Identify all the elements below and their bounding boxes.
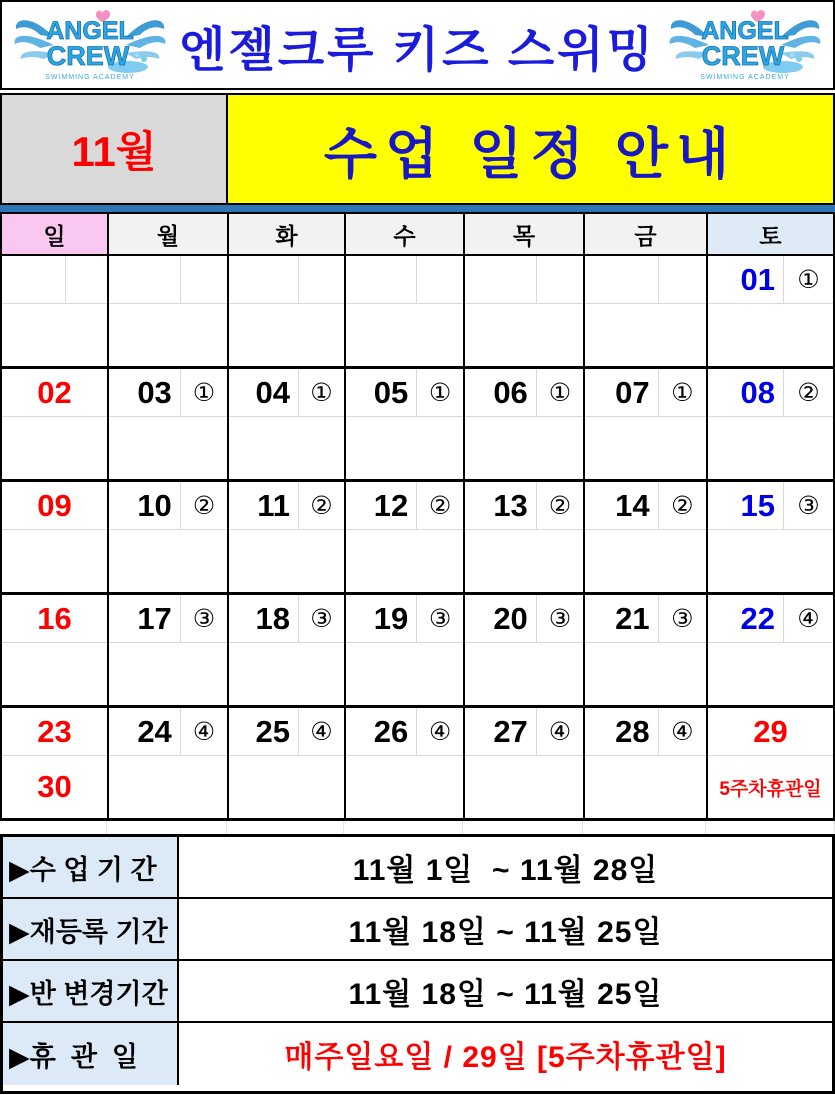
cell-note-area <box>109 756 227 818</box>
calendar-cell <box>708 595 833 705</box>
date-label <box>585 256 658 303</box>
class-week-badge: ① <box>416 369 463 416</box>
info-row-label: ▶재등록 기간 <box>3 899 179 959</box>
calendar-cell <box>229 369 346 479</box>
class-week-badge: ③ <box>783 482 833 529</box>
date-label <box>2 256 65 303</box>
class-week-badge: ① <box>783 256 833 303</box>
cell-note-area <box>708 304 833 366</box>
date-label <box>465 256 536 303</box>
day-header-sat: 토 <box>708 214 833 254</box>
class-week-badge: ② <box>298 482 344 529</box>
calendar-cell <box>346 369 465 479</box>
class-week-badge: ② <box>783 369 833 416</box>
cell-note-area <box>2 643 107 705</box>
class-week-badge: ④ <box>180 708 227 755</box>
date-label <box>109 256 180 303</box>
calendar-cell <box>708 708 833 818</box>
calendar-cell <box>2 369 109 479</box>
date-label: 01 <box>740 261 775 297</box>
cell-note-area <box>2 530 107 592</box>
date-label: 20 <box>493 600 528 636</box>
logo-tagline: SWIMMING ACADEMY <box>45 74 135 81</box>
calendar-cell <box>465 708 585 818</box>
info-row-value: 매주일요일 / 29일 [5주차휴관일] <box>284 1041 727 1074</box>
logo-word-crew: CREW <box>46 41 130 71</box>
class-week-badge: ③ <box>180 595 227 642</box>
date-label: 10 <box>137 487 172 523</box>
date-label: 30 <box>37 769 72 804</box>
cell-note-area <box>708 417 833 479</box>
class-week-badge <box>658 256 706 303</box>
calendar-cell <box>465 482 585 592</box>
date-label: 13 <box>493 487 528 523</box>
week-row <box>0 482 835 595</box>
calendar-cell <box>109 482 229 592</box>
info-row-label: ▶휴 관 일 <box>3 1023 179 1085</box>
date-label: 22 <box>740 600 775 636</box>
class-week-badge <box>65 256 107 303</box>
day-header-sun: 일 <box>2 214 109 254</box>
class-week-badge <box>416 256 463 303</box>
info-row-label: ▶수 업 기 간 <box>3 837 179 897</box>
class-week-badge <box>536 256 583 303</box>
angel-crew-logo-left <box>10 5 170 85</box>
date-label: 17 <box>137 600 172 636</box>
day-header-weekday: 금 <box>585 214 708 254</box>
class-week-badge: ③ <box>416 595 463 642</box>
header <box>0 0 835 90</box>
class-week-badge: ① <box>298 369 344 416</box>
grid-gap-cell <box>583 821 706 834</box>
cell-note-area <box>109 417 227 479</box>
week-row <box>0 369 835 482</box>
class-week-badge: ③ <box>298 595 344 642</box>
class-week-badge: ④ <box>416 708 463 755</box>
day-header-weekday: 월 <box>109 214 229 254</box>
info-row <box>3 1023 832 1085</box>
date-label: 11 <box>257 487 290 523</box>
cell-note-area <box>708 530 833 592</box>
logo-word-angel: ANGEL <box>46 17 134 45</box>
date-label: 26 <box>373 713 409 749</box>
class-week-badge: ① <box>180 369 227 416</box>
info-row <box>3 837 832 899</box>
class-week-badge: ② <box>180 482 227 529</box>
info-row <box>3 961 832 1023</box>
date-label: 16 <box>37 600 72 636</box>
calendar-cell <box>585 256 708 366</box>
date-label: 03 <box>137 374 172 410</box>
cell-note-area <box>229 643 344 705</box>
calendar-cell <box>465 369 585 479</box>
cell-note-area <box>585 643 706 705</box>
date-label: 12 <box>373 487 409 523</box>
cell-note-area <box>465 530 583 592</box>
cell-note-area <box>346 530 463 592</box>
info-row <box>3 899 832 961</box>
cell-note-area <box>229 304 344 366</box>
calendar-cell <box>109 369 229 479</box>
class-week-badge: ② <box>658 482 706 529</box>
date-label: 25 <box>255 713 290 749</box>
calendar-cell <box>229 595 346 705</box>
calendar-cell <box>346 708 465 818</box>
cell-note-area <box>465 417 583 479</box>
subject-title: 수업 일정 안내 <box>228 93 835 205</box>
calendar-cell <box>585 482 708 592</box>
calendar-cell <box>346 256 465 366</box>
grid-gap-cell <box>344 821 463 834</box>
date-label: 21 <box>615 600 650 636</box>
week-row <box>0 595 835 708</box>
grid-gap-cell <box>107 821 227 834</box>
cell-note-area <box>346 756 463 818</box>
cell-note-area <box>2 304 107 366</box>
svg-text:ANGEL: ANGEL <box>701 17 789 45</box>
cell-note-area <box>346 417 463 479</box>
cell-note-area <box>585 417 706 479</box>
cell-note-area <box>2 417 107 479</box>
schedule-info-table <box>0 834 835 1094</box>
calendar-cell <box>2 595 109 705</box>
calendar-cell <box>109 595 229 705</box>
grid-gap-cell <box>0 821 107 834</box>
class-week-badge <box>180 256 227 303</box>
calendar-cell <box>708 482 833 592</box>
calendar-cell <box>109 256 229 366</box>
calendar-cell <box>708 369 833 479</box>
class-week-badge: ③ <box>658 595 706 642</box>
grid-gap-cell <box>706 821 835 834</box>
calendar-cell <box>346 595 465 705</box>
date-label: 08 <box>740 374 775 410</box>
cell-note-area <box>109 530 227 592</box>
cell-note-area <box>708 756 833 818</box>
date-label: 24 <box>137 713 172 749</box>
cell-note-area <box>465 756 583 818</box>
grid-gap-cell <box>227 821 344 834</box>
week-row <box>0 708 835 821</box>
calendar-cell <box>585 708 708 818</box>
svg-text:CREW: CREW <box>701 41 785 71</box>
date-label: 27 <box>493 713 528 749</box>
day-header-weekday: 수 <box>346 214 465 254</box>
class-week-badge: ① <box>536 369 583 416</box>
class-week-badge: ③ <box>536 595 583 642</box>
page-title: 엔젤크루 키즈 스위밍 <box>179 23 656 77</box>
calendar-cell <box>109 708 229 818</box>
cell-note-area <box>229 530 344 592</box>
title-bar <box>0 93 835 205</box>
date-label: 18 <box>255 600 290 636</box>
class-week-badge: ① <box>658 369 706 416</box>
date-label: 04 <box>255 374 290 410</box>
info-row-value: 11월 1일 ~ 11월 28일 <box>352 854 659 887</box>
cell-note-area <box>465 643 583 705</box>
cell-note-area <box>346 304 463 366</box>
cell-note-area <box>465 304 583 366</box>
calendar-cell <box>2 708 109 818</box>
month-label: 11월 <box>0 93 228 205</box>
info-row-value: 11월 18일 ~ 11월 25일 <box>348 916 663 949</box>
date-label: 07 <box>615 374 650 410</box>
svg-text:SWIMMING ACADEMY: SWIMMING ACADEMY <box>700 74 790 81</box>
calendar-cell <box>229 482 346 592</box>
cell-note-area <box>109 643 227 705</box>
day-header-weekday: 화 <box>229 214 346 254</box>
calendar-cell <box>708 256 833 366</box>
cell-note-area <box>109 304 227 366</box>
class-week-badge: ② <box>416 482 463 529</box>
cell-note-area <box>2 756 107 818</box>
date-label: 15 <box>740 487 775 523</box>
day-header-weekday: 목 <box>465 214 585 254</box>
date-label <box>346 256 416 303</box>
info-row-value: 11월 18일 ~ 11월 25일 <box>348 978 663 1011</box>
cell-note-area <box>229 756 344 818</box>
date-label <box>229 256 298 303</box>
calendar-cell <box>585 595 708 705</box>
angel-crew-logo-right <box>665 5 825 85</box>
gap-strip <box>0 821 835 834</box>
calendar-cell <box>2 256 109 366</box>
class-week-badge: ② <box>536 482 583 529</box>
date-label: 09 <box>37 487 72 523</box>
info-row-label: ▶반 변경기간 <box>3 961 179 1021</box>
cell-note-area <box>585 756 706 818</box>
calendar-cell <box>465 595 585 705</box>
calendar-cell <box>2 482 109 592</box>
date-label: 19 <box>373 600 409 636</box>
date-label: 28 <box>615 713 650 749</box>
class-week-badge: ④ <box>658 708 706 755</box>
cell-note-area <box>346 643 463 705</box>
date-label: 05 <box>373 374 409 410</box>
date-label: 02 <box>37 374 72 410</box>
cell-note-area <box>229 417 344 479</box>
class-week-badge <box>298 256 344 303</box>
date-label: 29 <box>753 713 788 749</box>
calendar-cell <box>585 369 708 479</box>
cell-note-area <box>585 530 706 592</box>
class-week-badge: ④ <box>536 708 583 755</box>
calendar-cell <box>346 482 465 592</box>
calendar-cell <box>229 708 346 818</box>
date-label: 14 <box>615 487 650 523</box>
class-week-badge: ④ <box>298 708 344 755</box>
day-of-week-header <box>0 212 835 256</box>
calendar-grid <box>0 256 835 821</box>
date-label: 06 <box>493 374 528 410</box>
week-row <box>0 256 835 369</box>
divider-bar <box>0 205 835 212</box>
cell-note-area <box>708 643 833 705</box>
calendar-cell <box>465 256 585 366</box>
class-week-badge: ④ <box>783 595 833 642</box>
calendar-cell <box>229 256 346 366</box>
cell-note-area <box>585 304 706 366</box>
grid-gap-cell <box>463 821 583 834</box>
date-label: 23 <box>37 713 72 749</box>
closed-day-note: 5주차휴관일 <box>719 778 822 800</box>
